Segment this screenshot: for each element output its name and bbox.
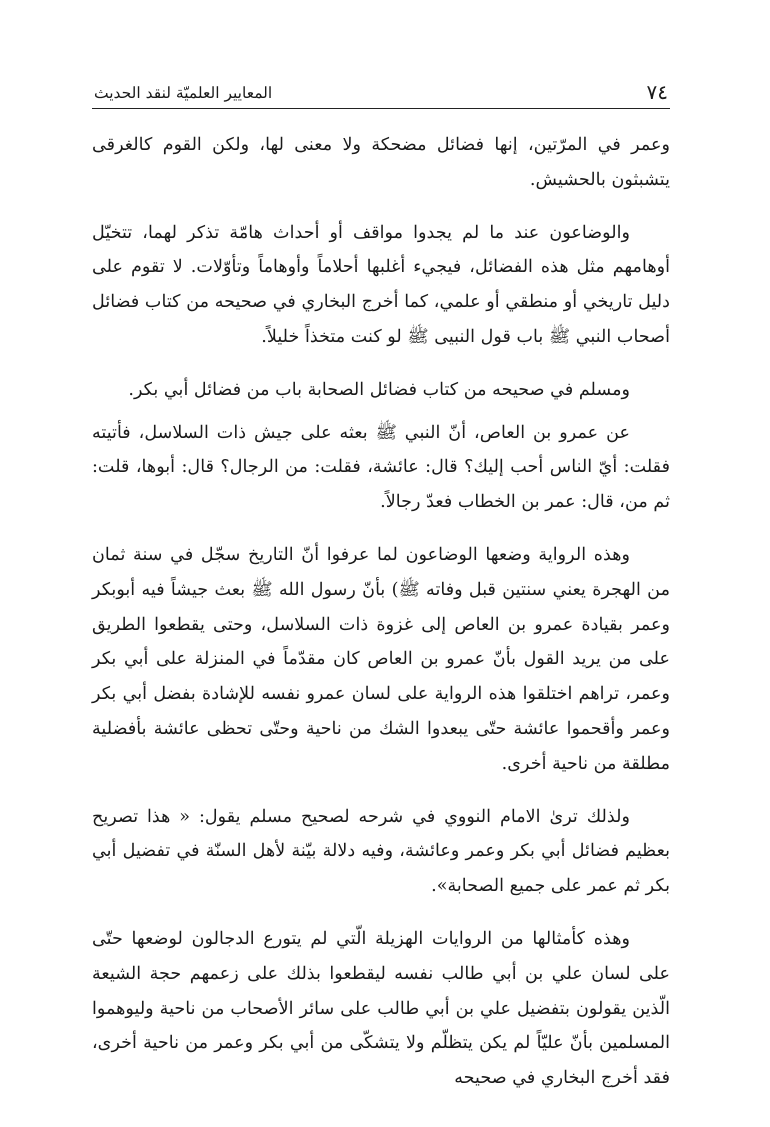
- running-header: [92, 78, 670, 109]
- paragraph-1: وعمر في المرّتين، إنها فضائل مضحكة ولا معنى لها، ولكن القوم كالغرقى يتشبثون بالحشيش.: [92, 135, 670, 190]
- paragraph-3: ومسلم في صحيحه من كتاب فضائل الصحابة باب من فضائل أبي بكر.: [128, 379, 630, 400]
- paragraph-5: وهذه الرواية وضعها الوضاعون لما عرفوا أنّ التاريخ سجّل في سنة ثمان من الهجرة يعني سنتين قبل وفاته ﷺ) بأنّ رسول الله ﷺ بعث جيشاً فيه أبوبكر وعمر بقيادة عمرو بن العاص إلى غزوة ذات السلاسل، وحتى يقطعوا الطريق على من يريد القول بأنّ عمرو بن العاص كان مقدّماً في المنزلة على أبي بكر وعمر، تراهم اختلقوا هذه الرواية على لسان عمرو نفسه للإشادة بفضل أبي بكر وعمر وأقحموا عائشة حتّى يبعدوا الشك من ناحية وحتّى تحظى عائشة بأفضلية مطلقة من ناحية أخرى.: [92, 544, 670, 774]
- paragraph-4: عن عمرو بن العاص، أنّ النبي ﷺ بعثه على جيش ذات السلاسل، فأتيته فقلت: أيّ الناس أحب إليك؟ قال: عائشة، فقلت: من الرجال؟ قال: أبوها، قلت: ثم من، قال: عمر بن الخطاب فعدّ رجالاً.: [92, 422, 670, 513]
- page-body: [92, 128, 670, 1114]
- paragraph-7: وهذه كأمثالها من الروايات الهزيلة الّتي لم يتورع الدجالون لوضعها حتّى على لسان علي بن أبي طالب نفسه ليقطعوا بذلك على زعمهم حجة الشيعة الّذين يقولون بتفضيل علي بن أبي طالب على سائر الأصحاب من ناحية وليوهموا المسلمين بأنّ عليّاً لم يكن يتظلّم ولا يتشكّى من أبي بكر وعمر من ناحية أخرى، فقد أخرج البخاري في صحيحه: [92, 928, 670, 1089]
- paragraph-6: ولذلك ترىٰ الامام النووي في شرحه لصحيح مسلم يقول: « هذا تصريح بعظيم فضائل أبي بكر وعمر وعائشة، وفيه دلالة بيّنة لأهل السنّة في تفضيل أبي بكر ثم عمر على جميع الصحابة».: [92, 806, 670, 897]
- running-title: المعايير العلميّة لنقد الحديث: [94, 84, 273, 102]
- paragraph-2: والوضاعون عند ما لم يجدوا مواقف أو أحداث هامّة تذكر لهما، تتخيّل أوهامهم مثل هذه الفضائل، فيجيء أغلبها أحلاماً وأوهاماً وتأوّلات. لا تقوم على دليل تاريخي أو منطقي أو علمي، كما أخرج البخاري في صحيحه من كتاب فضائل أصحاب النبي ﷺ باب قول النبيى ﷺ لو كنت متخذاً خليلاً.: [92, 222, 670, 347]
- page-number: ٧٤: [646, 80, 668, 104]
